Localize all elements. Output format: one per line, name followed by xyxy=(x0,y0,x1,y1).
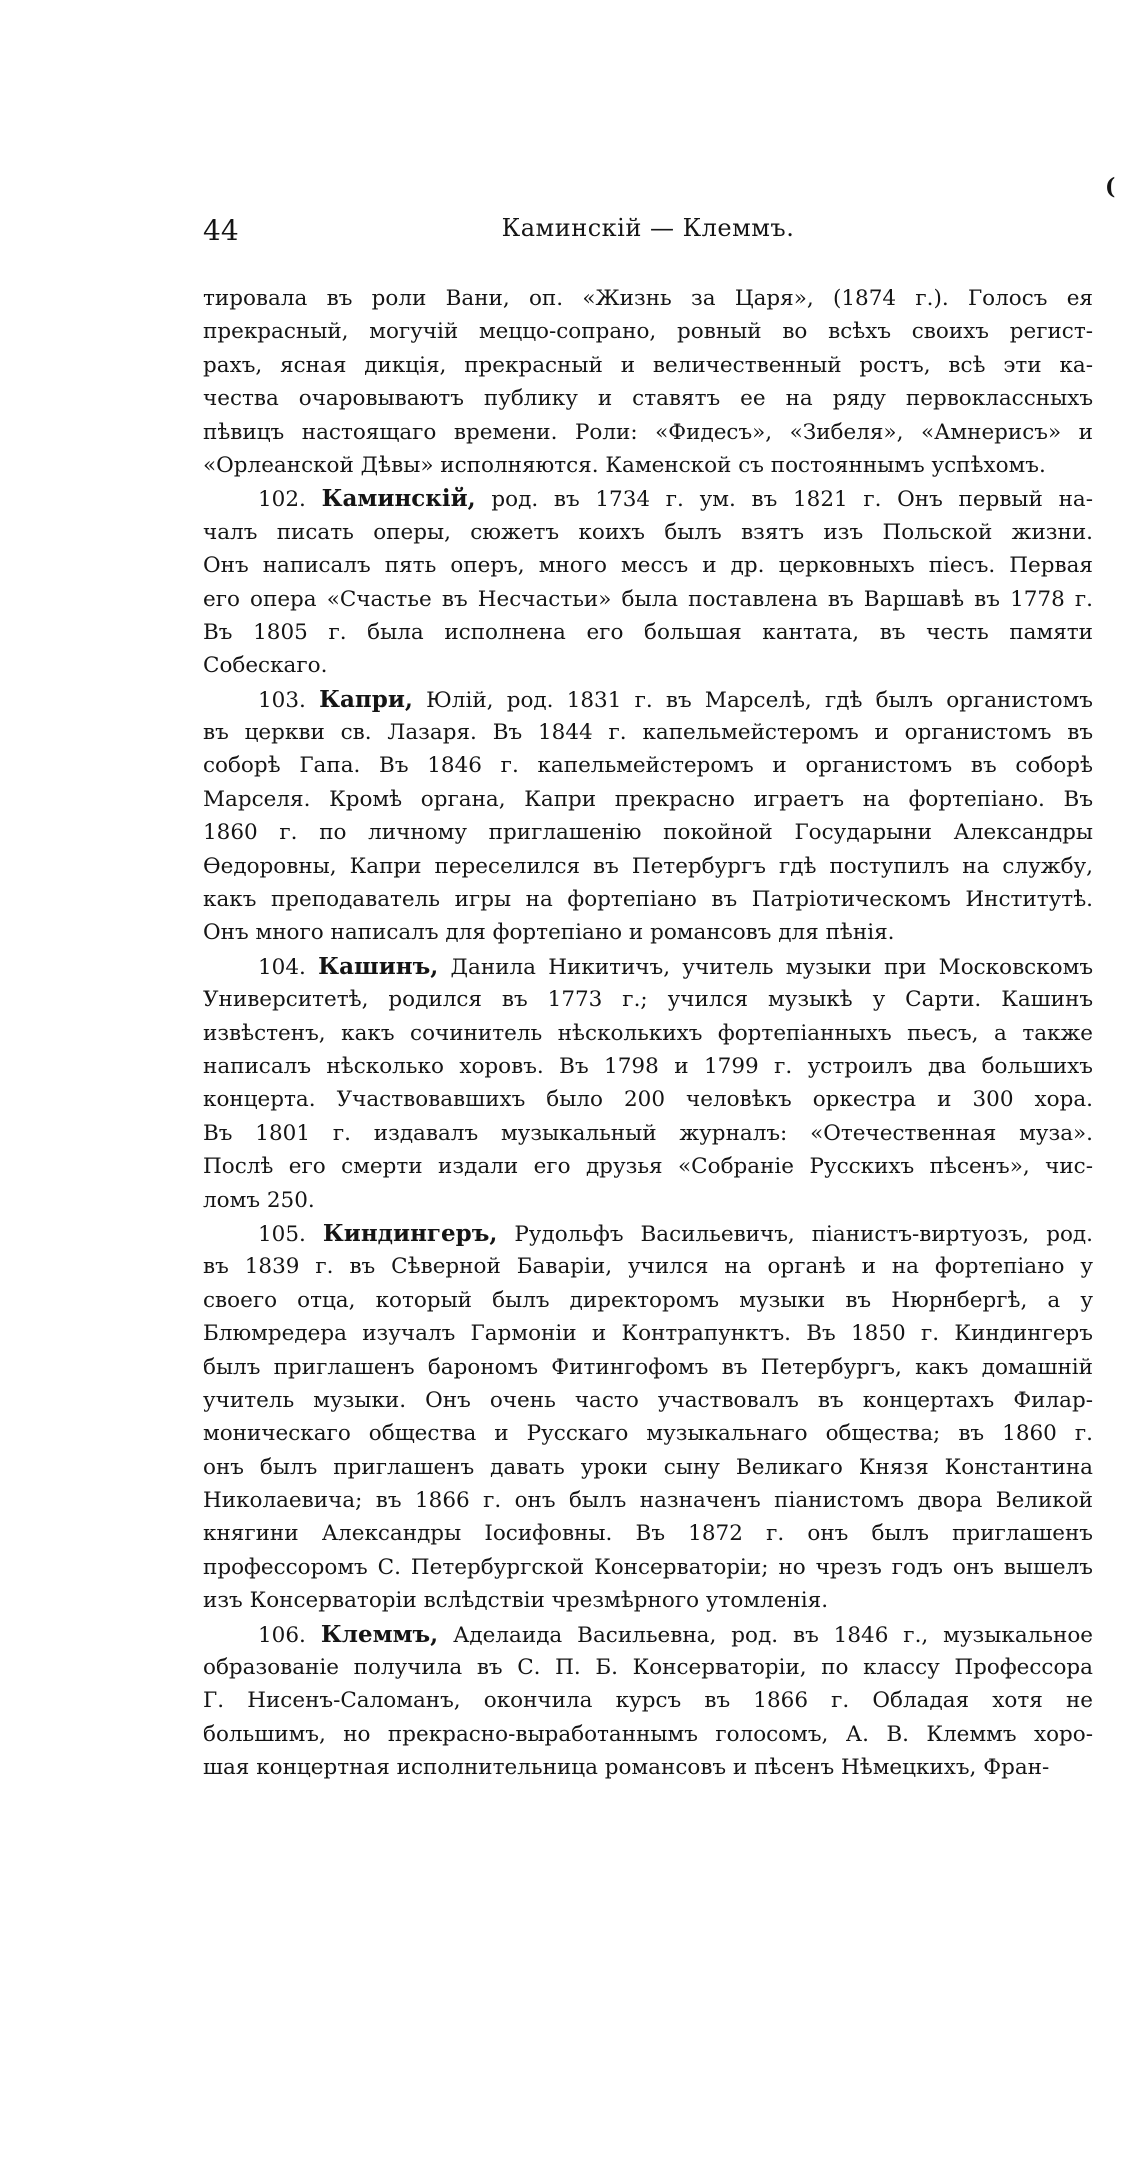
page-number: 44 xyxy=(203,214,239,247)
text-line xyxy=(203,1517,1093,1550)
entry-first-line xyxy=(203,683,1093,716)
line-text: чества очаровываютъ публику и ставятъ ее на ряду первоклассныхъ xyxy=(203,386,1093,412)
line-text: профессоромъ С. Петербургской Консерваторіи; но чрезъ годъ онъ вышелъ xyxy=(203,1554,1093,1580)
margin-mark: ( xyxy=(1105,174,1116,200)
line-text: «Орлеанской Дѣвы» исполняются. Каменской съ постояннымъ успѣхомъ. xyxy=(203,452,1046,478)
text-line xyxy=(203,349,1093,382)
text-line xyxy=(203,1651,1093,1684)
line-text: онъ былъ приглашенъ давать уроки сыну Великаго Князя Константина xyxy=(203,1454,1093,1480)
line-text: соборѣ Гапа. Въ 1846 г. капельмейстеромъ и органистомъ въ соборѣ xyxy=(203,753,1093,779)
text-line xyxy=(203,850,1093,883)
entry-number: 103. xyxy=(258,687,306,713)
line-text: написалъ нѣсколько хоровъ. Въ 1798 и 1799 г. устроилъ два большихъ xyxy=(203,1053,1093,1079)
line-text: былъ приглашенъ барономъ Фитингофомъ въ Петербургъ, какъ домашній xyxy=(203,1354,1093,1380)
text-line xyxy=(203,583,1093,616)
line-text: моническаго общества и Русскаго музыкальнаго общества; въ 1860 г. xyxy=(203,1421,1093,1447)
text-line xyxy=(203,1584,1093,1617)
entry-name: Киндингеръ, xyxy=(322,1219,498,1247)
text-line xyxy=(203,649,1093,682)
text-line xyxy=(203,1250,1093,1283)
entry-number: 104. xyxy=(258,954,306,980)
line-text: Собескаго. xyxy=(203,653,328,679)
entry-name: Каминскій, xyxy=(321,485,476,513)
line-text: княгини Александры Іосифовны. Въ 1872 г. онъ былъ приглашенъ xyxy=(203,1521,1093,1547)
text-line xyxy=(203,716,1093,749)
line-text: учитель музыки. Онъ очень часто участвовалъ въ концертахъ Филар- xyxy=(203,1387,1093,1413)
text-line xyxy=(203,282,1093,315)
text-line xyxy=(203,816,1093,849)
line-text: Өедоровны, Капри переселился въ Петербургъ гдѣ поступилъ на службу, xyxy=(203,853,1093,879)
line-text: своего отца, который былъ директоромъ музыки въ Нюрнбергѣ, а у xyxy=(203,1287,1093,1313)
line-text: въ 1839 г. въ Сѣверной Баваріи, учился на органѣ и на фортепіано у xyxy=(203,1254,1093,1280)
line-text: изъ Консерваторіи вслѣдствіи чрезмѣрного утомленія. xyxy=(203,1588,829,1614)
line-text: извѣстенъ, какъ сочинитель нѣсколькихъ фортепіанныхъ пьесъ, а также xyxy=(203,1020,1093,1046)
running-title: Каминскій — Клеммъ. xyxy=(501,214,795,242)
text-line xyxy=(203,883,1093,916)
entry-number: 102. xyxy=(258,487,306,513)
line-text: род. въ 1734 г. ум. въ 1821 г. Онъ первый на- xyxy=(491,487,1093,513)
text-line xyxy=(203,1184,1093,1217)
line-text: концерта. Участвовавшихъ было 200 человѣкъ оркестра и 300 хора. xyxy=(203,1087,1093,1113)
entry-first-line xyxy=(203,1618,1093,1651)
text-line xyxy=(203,1150,1093,1183)
text-line xyxy=(203,1718,1093,1751)
text-line xyxy=(203,1117,1093,1150)
line-text: рахъ, ясная дикція, прекрасный и величественный ростъ, всѣ эти ка- xyxy=(203,352,1093,378)
entry-first-line xyxy=(203,1217,1093,1250)
body-text xyxy=(203,282,1093,1785)
text-line xyxy=(203,1384,1093,1417)
line-text: Въ 1801 г. издавалъ музыкальный журналъ: «Отечественная муза». xyxy=(203,1120,1093,1146)
line-text: прекрасный, могучій меццо-сопрано, ровный во всѣхъ своихъ регист- xyxy=(203,319,1093,345)
line-text: Университетѣ, родился въ 1773 г.; учился музыкѣ у Сарти. Кашинъ xyxy=(203,987,1093,1013)
line-text: Рудольфъ Васильевичъ, піанистъ-виртуозъ, род. xyxy=(514,1221,1093,1247)
line-text: Аделаида Васильевна, род. въ 1846 г., музыкальное xyxy=(453,1622,1093,1648)
entry-number: 106. xyxy=(258,1622,306,1648)
text-line xyxy=(203,1417,1093,1450)
line-text: Онъ много написалъ для фортепіано и романсовъ для пѣнія. xyxy=(203,920,895,946)
line-text: 1860 г. по личному приглашенію покойной Государыни Александры xyxy=(203,820,1093,846)
text-line xyxy=(203,916,1093,949)
text-line xyxy=(203,1751,1093,1784)
line-text: ломъ 250. xyxy=(203,1187,315,1213)
line-text: Блюмредера изучалъ Гармоніи и Контрапунктъ. Въ 1850 г. Киндингеръ xyxy=(203,1321,1093,1347)
text-line xyxy=(203,1317,1093,1350)
text-line xyxy=(203,1050,1093,1083)
text-line xyxy=(203,549,1093,582)
line-text: Юлій, род. 1831 г. въ Марселѣ, гдѣ былъ органистомъ xyxy=(426,687,1093,713)
line-text: Онъ написалъ пять оперъ, много мессъ и др. церковныхъ піесъ. Первая xyxy=(203,553,1093,579)
text-line xyxy=(203,783,1093,816)
text-line xyxy=(203,983,1093,1016)
line-text: Въ 1805 г. была исполнена его большая кантата, въ честь памяти xyxy=(203,619,1093,645)
line-text: какъ преподаватель игры на фортепіано въ Патріотическомъ Институтѣ. xyxy=(203,887,1093,913)
line-text: въ церкви св. Лазаря. Въ 1844 г. капельмейстеромъ и органистомъ въ xyxy=(203,720,1093,746)
entry-name: Кашинъ, xyxy=(318,952,439,980)
text-line xyxy=(203,1684,1093,1717)
text-line xyxy=(203,1083,1093,1116)
text-line xyxy=(203,1484,1093,1517)
text-line xyxy=(203,1351,1093,1384)
page-header xyxy=(203,214,1093,254)
line-text: Г. Нисенъ-Саломанъ, окончила курсъ въ 1866 г. Обладая хотя не xyxy=(203,1688,1093,1714)
line-text: его опера «Счастье въ Несчастьи» была поставлена въ Варшавѣ въ 1778 г. xyxy=(203,586,1093,612)
text-line xyxy=(203,749,1093,782)
line-text: образованіе получила въ С. П. Б. Консерваторіи, по классу Профессора xyxy=(203,1655,1093,1681)
line-text: Николаевича; въ 1866 г. онъ былъ назначенъ піанистомъ двора Великой xyxy=(203,1488,1093,1514)
line-text: Данила Никитичъ, учитель музыки при Московскомъ xyxy=(450,954,1093,980)
line-text: тировала въ роли Вани, оп. «Жизнь за Царя», (1874 г.). Голосъ ея xyxy=(203,286,1093,311)
text-line xyxy=(203,449,1093,482)
line-text: пѣвицъ настоящаго времени. Роли: «Фидесъ», «Зибеля», «Амнерисъ» и xyxy=(203,419,1093,445)
text-line xyxy=(203,315,1093,348)
line-text: Послѣ его смерти издали его друзья «Собраніе Русскихъ пѣсенъ», чис- xyxy=(203,1154,1093,1180)
entry-first-line xyxy=(203,482,1093,515)
text-line xyxy=(203,1284,1093,1317)
entry-number: 105. xyxy=(258,1221,306,1247)
entry-first-line xyxy=(203,950,1093,983)
text-line xyxy=(203,516,1093,549)
line-text: Марселя. Кромѣ органа, Капри прекрасно играетъ на фортепіано. Въ xyxy=(203,786,1093,812)
text-line xyxy=(203,1551,1093,1584)
entry-name: Капри, xyxy=(319,685,413,713)
text-line xyxy=(203,1017,1093,1050)
text-line xyxy=(203,416,1093,449)
entry-name: Клеммъ, xyxy=(320,1620,439,1648)
line-text: шая концертная исполнительница романсовъ и пѣсенъ Нѣмецкихъ, Фран- xyxy=(203,1755,1050,1781)
text-line xyxy=(203,616,1093,649)
text-line xyxy=(203,382,1093,415)
text-line xyxy=(203,1451,1093,1484)
line-text: чалъ писать оперы, сюжетъ коихъ былъ взятъ изъ Польской жизни. xyxy=(203,519,1093,545)
line-text: большимъ, но прекрасно-выработаннымъ голосомъ, А. В. Клеммъ хоро- xyxy=(203,1721,1093,1747)
